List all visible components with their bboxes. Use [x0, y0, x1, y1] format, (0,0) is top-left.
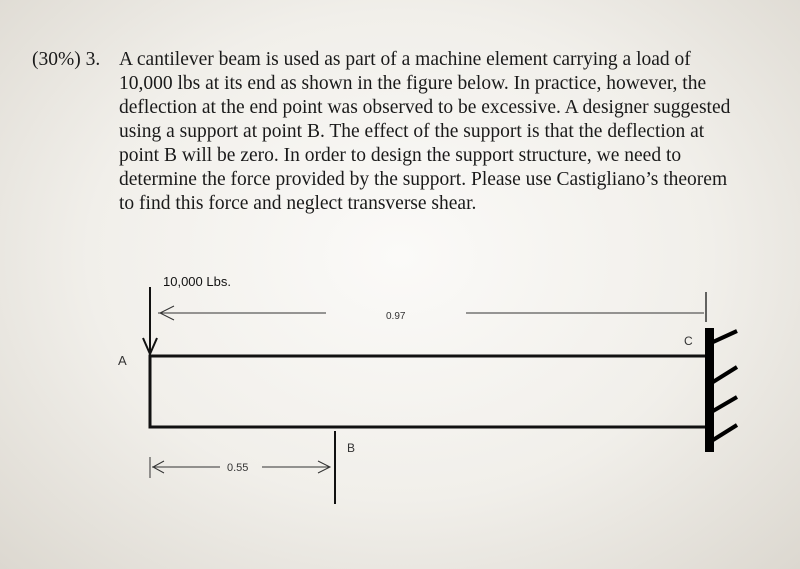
- load-label: 10,000 Lbs.: [163, 274, 231, 289]
- load-arrow: [143, 287, 157, 354]
- problem-line: to find this force and neglect transverse shear.: [119, 193, 477, 214]
- problem-number: (30%) 3.: [32, 49, 101, 70]
- b-distance-label: 0.55: [227, 462, 249, 474]
- point-b-label: B: [347, 441, 356, 455]
- problem-line: using a support at point B. The effect of the support is that the deflection at: [119, 121, 705, 142]
- problem-line: 10,000 lbs at its end as shown in the figure below. In practice, however, the: [119, 73, 707, 94]
- problem-line: A cantilever beam is used as part of a machine element carrying a load of: [119, 49, 691, 70]
- total-length-dimension: [158, 292, 706, 322]
- problem-line: determine the force provided by the support. Please use Castigliano’s theorem: [119, 169, 728, 190]
- point-a-label: A: [118, 353, 127, 368]
- point-c-label: C: [684, 334, 693, 348]
- problem-line: deflection at the end point was observed to be excessive. A designer suggested: [119, 97, 731, 118]
- fixed-wall-support: [705, 328, 737, 452]
- total-length-label: 0.97: [386, 311, 406, 322]
- beam: [150, 356, 708, 427]
- problem-line: point B will be zero. In order to design the support structure, we need to: [119, 145, 682, 166]
